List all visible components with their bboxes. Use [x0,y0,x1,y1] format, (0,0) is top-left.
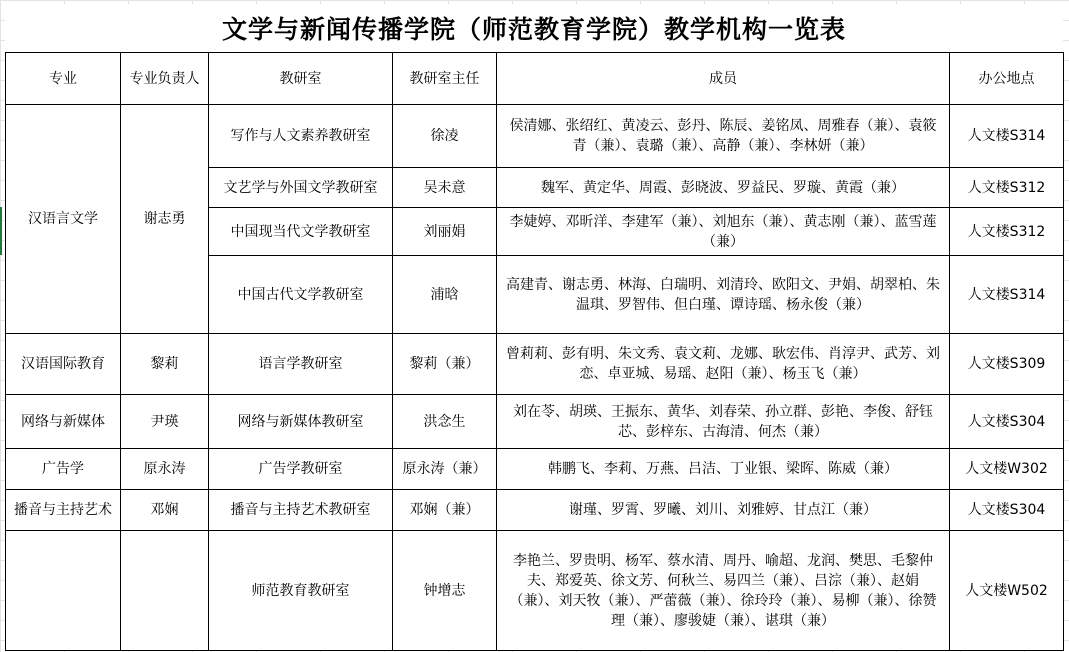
office-cell: 人文楼S314 [950,256,1064,334]
leader-cell [121,531,209,651]
members-cell: 高建青、谢志勇、林海、白瑞明、刘清玲、欧阳文、尹娟、胡翠柏、朱温琪、罗智伟、但白瑾、谭诗瑶、杨永俊（兼） [497,256,950,334]
major-cell: 汉语言文学 [6,105,121,334]
table-row [6,531,1064,651]
header-leader: 专业负责人 [121,53,209,105]
section-cell: 语言学教研室 [209,334,393,395]
members-cell: 李婕婷、邓昕洋、李建军（兼）、刘旭东（兼）、黄志刚（兼）、蓝雪莲（兼） [497,208,950,256]
members-cell: 谢瑾、罗霄、罗曦、刘川、刘雅婷、甘点江（兼） [497,490,950,531]
table-row [6,334,1064,395]
director-cell: 浦晗 [393,256,497,334]
director-cell: 吴未意 [393,168,497,208]
header-office: 办公地点 [950,53,1064,105]
header-director: 教研室主任 [393,53,497,105]
section-cell: 广告学教研室 [209,449,393,490]
major-cell [6,531,121,651]
section-cell: 网络与新媒体教研室 [209,395,393,449]
office-cell: 人文楼S309 [950,334,1064,395]
members-cell: 曾莉莉、彭有明、朱文秀、袁文莉、龙娜、耿宏伟、肖淳尹、武芳、刘恋、卓亚城、易瑶、赵阳（兼）、杨玉飞（兼） [497,334,950,395]
table-row [6,490,1064,531]
selection-marker [0,207,2,255]
office-cell: 人文楼S304 [950,490,1064,531]
section-cell: 播音与主持艺术教研室 [209,490,393,531]
director-cell: 邓娴（兼） [393,490,497,531]
section-cell: 中国现当代文学教研室 [209,208,393,256]
office-cell: 人文楼W302 [950,449,1064,490]
office-cell: 人文楼S304 [950,395,1064,449]
section-cell: 师范教育教研室 [209,531,393,651]
section-cell: 中国古代文学教研室 [209,256,393,334]
section-cell: 文艺学与外国文学教研室 [209,168,393,208]
office-cell: 人文楼S314 [950,105,1064,168]
section-cell: 写作与人文素养教研室 [209,105,393,168]
organization-table [5,52,1064,651]
header-members: 成员 [497,53,950,105]
header-row [6,53,1064,105]
header-section: 教研室 [209,53,393,105]
leader-cell: 黎莉 [121,334,209,395]
table-row [6,449,1064,490]
page-title: 文学与新闻传播学院（师范教育学院）教学机构一览表 [5,4,1063,52]
header-major: 专业 [6,53,121,105]
office-cell: 人文楼W502 [950,531,1064,651]
members-cell: 李艳兰、罗贵明、杨军、蔡水清、周丹、喻超、龙润、樊思、毛黎仲夫、郑爱英、徐文芳、何秋兰、易四兰（兼）、吕淙（兼）、赵娟（兼）、刘天牧（兼）、严蕾薇（兼）、徐玲玲（兼）、易柳（兼）、徐赞理（兼）、廖骏婕（兼）、谌琪（兼） [497,531,950,651]
members-cell: 侯清娜、张绍红、黄凌云、彭丹、陈辰、姜铭凤、周雅春（兼）、袁筱青（兼）、袁璐（兼）、高静（兼）、李林妍（兼） [497,105,950,168]
members-cell: 魏军、黄定华、周霞、彭晓波、罗益民、罗璇、黄霞（兼） [497,168,950,208]
leader-cell: 邓娴 [121,490,209,531]
director-cell: 钟增志 [393,531,497,651]
major-cell: 广告学 [6,449,121,490]
office-cell: 人文楼S312 [950,168,1064,208]
table-row [6,395,1064,449]
members-cell: 刘在苓、胡瑛、王振东、黄华、刘春荣、孙立群、彭艳、李俊、舒钰芯、彭梓东、古海清、何杰（兼） [497,395,950,449]
office-cell: 人文楼S312 [950,208,1064,256]
leader-cell: 谢志勇 [121,105,209,334]
leader-cell: 尹瑛 [121,395,209,449]
major-cell: 网络与新媒体 [6,395,121,449]
leader-cell: 原永涛 [121,449,209,490]
major-cell: 汉语国际教育 [6,334,121,395]
director-cell: 原永涛（兼） [393,449,497,490]
members-cell: 韩鹏飞、李莉、万燕、吕洁、丁业银、梁晖、陈威（兼） [497,449,950,490]
director-cell: 洪念生 [393,395,497,449]
major-cell: 播音与主持艺术 [6,490,121,531]
director-cell: 刘丽娟 [393,208,497,256]
table-row [6,105,1064,168]
director-cell: 黎莉（兼） [393,334,497,395]
director-cell: 徐凌 [393,105,497,168]
